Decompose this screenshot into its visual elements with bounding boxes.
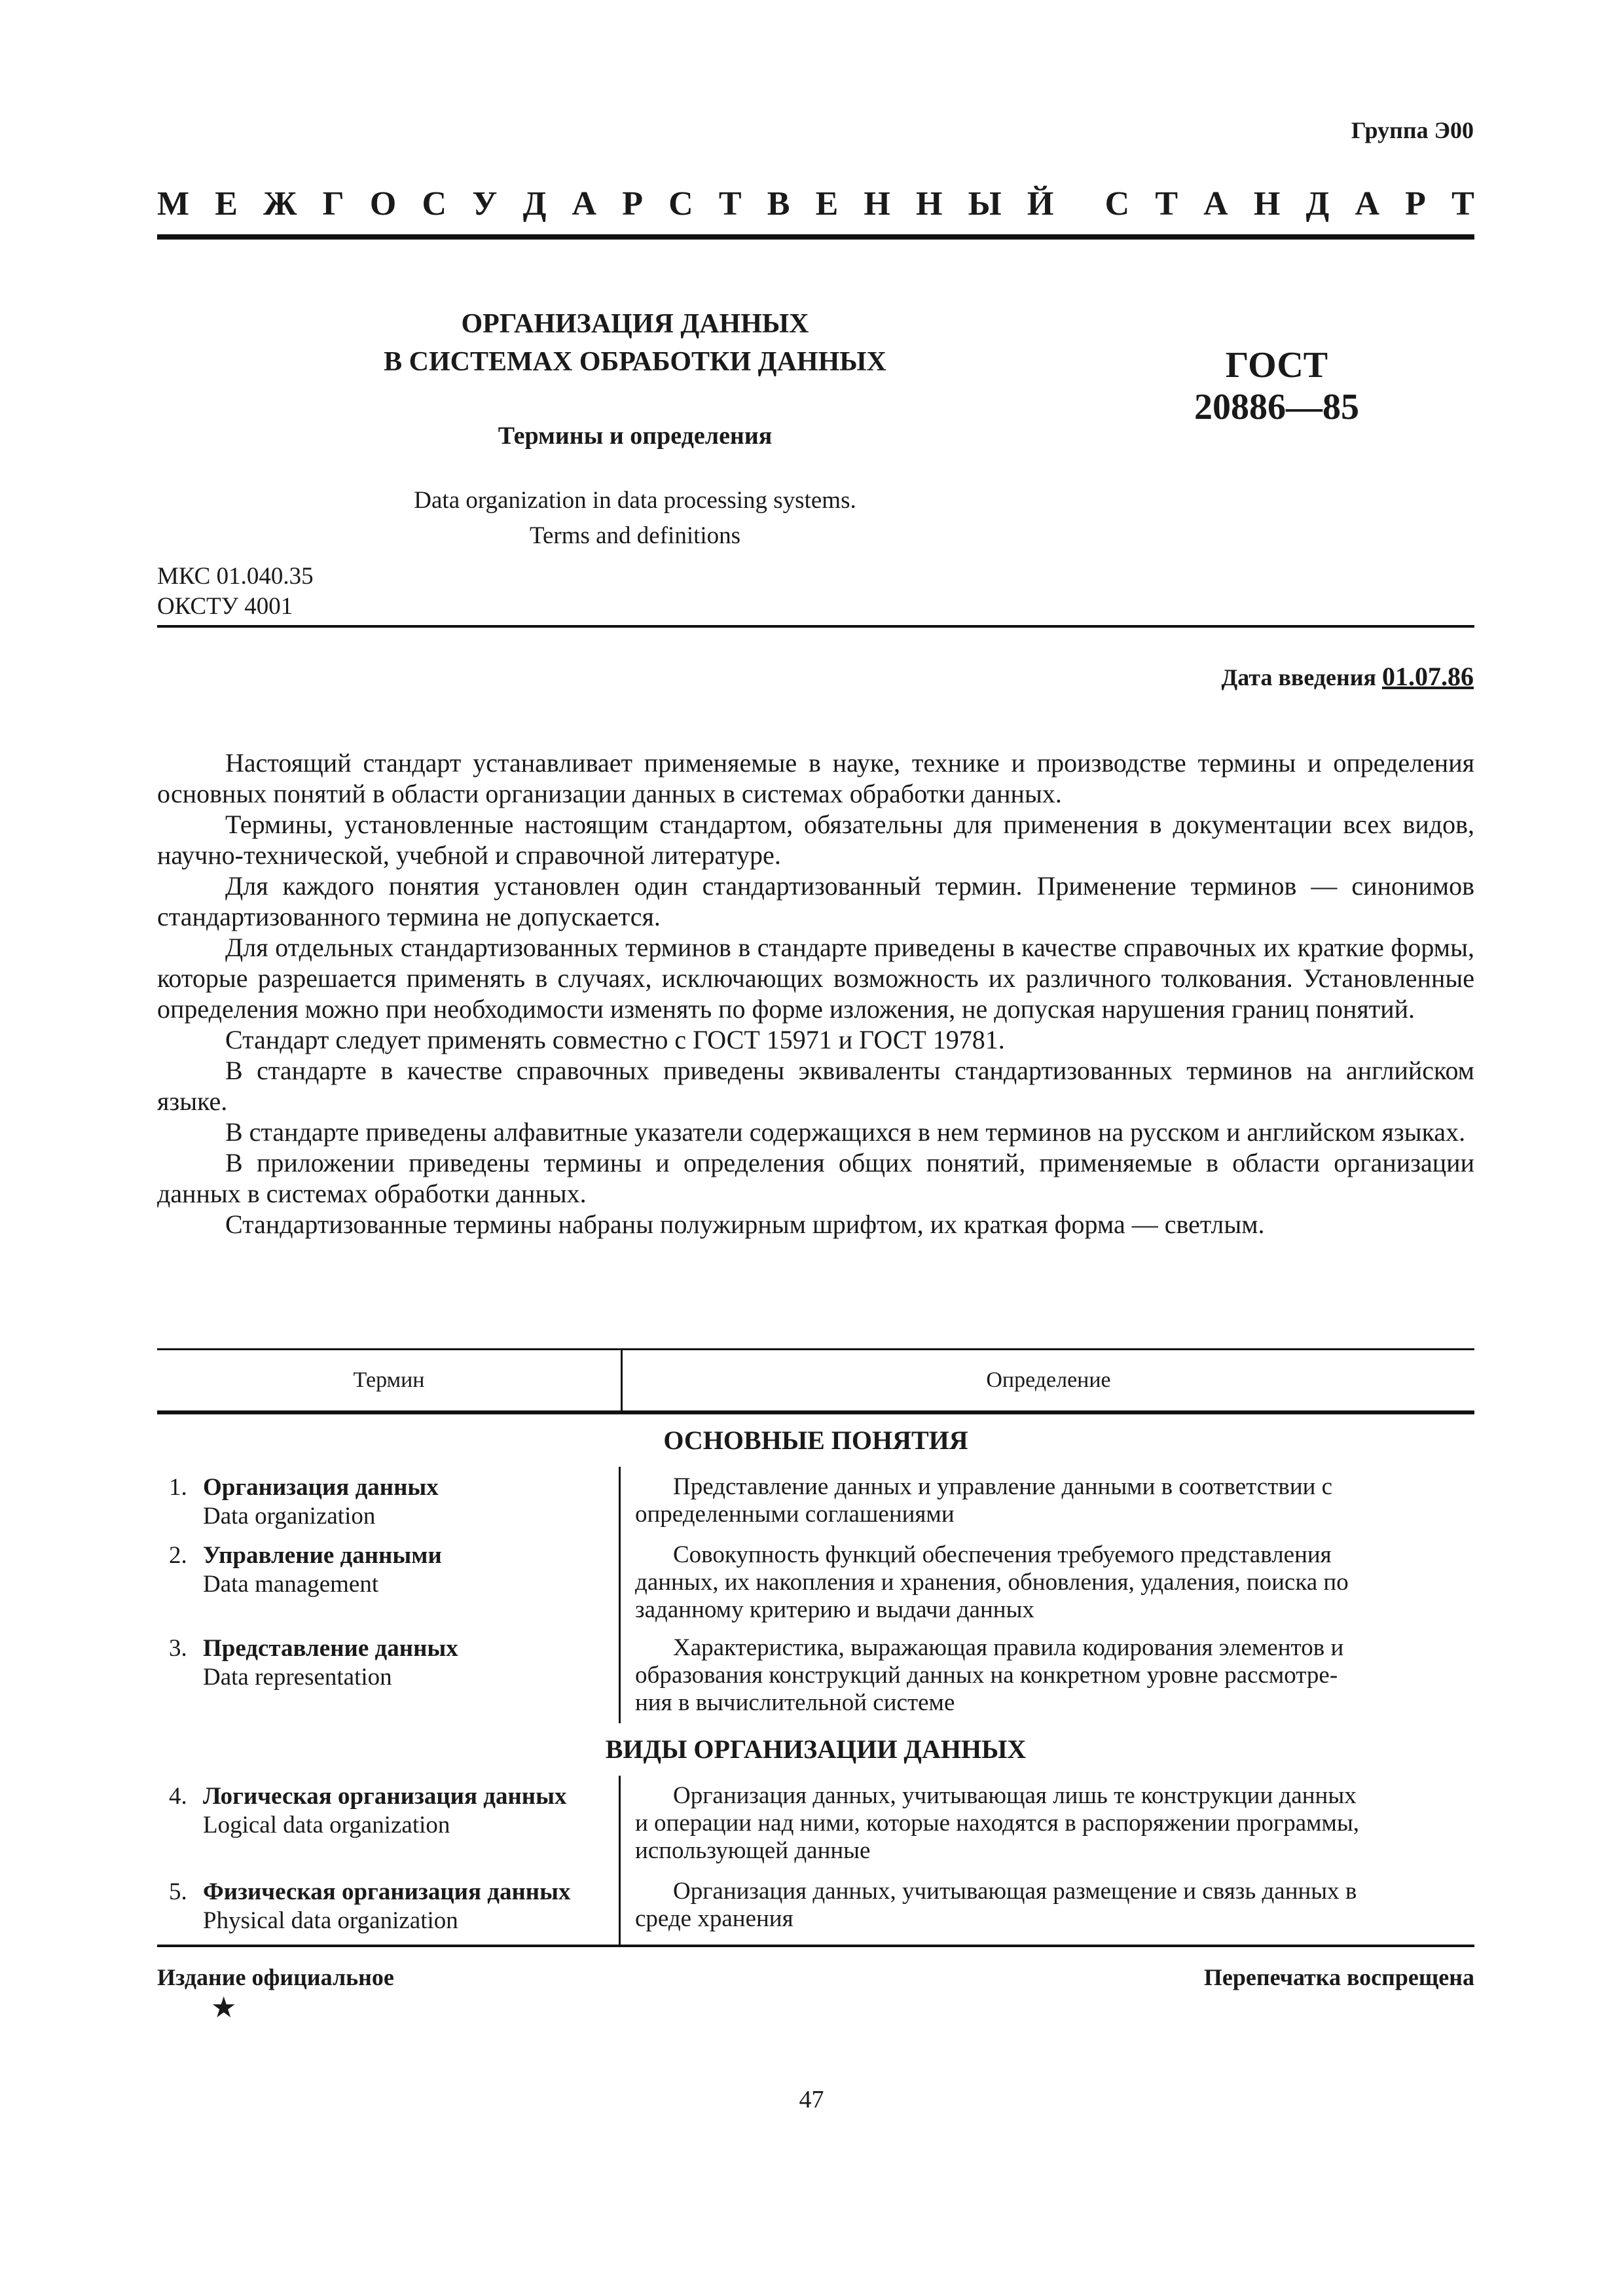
- paragraph: Настоящий стандарт устанавливает применяемые в науке, технике и производстве термины и определения основных понятий в области организации данных в системах обработки данных.: [157, 748, 1474, 808]
- term-ru: Физическая организация данных: [203, 1878, 571, 1905]
- term-cell: [157, 1628, 621, 1723]
- term-ru: Организация данных: [203, 1474, 439, 1501]
- subtitle: Термины и определения: [498, 422, 773, 450]
- paragraph: Стандарт следует применять совместно с ГОСТ 15971 и ГОСТ 19781.: [225, 1025, 1005, 1054]
- codes-rule: [157, 625, 1474, 628]
- mks-code: МКС 01.040.35: [157, 563, 314, 590]
- english-title: [340, 483, 930, 554]
- official-edition-label: Издание официальное: [157, 1964, 394, 1990]
- banner-letter: Н: [916, 185, 943, 223]
- title-line-2: В СИСТЕМАХ ОБРАБОТКИ ДАННЫХ: [384, 347, 886, 377]
- paragraph: Для каждого понятия установлен один стандартизованный термин. Применение терминов — синонимов стандартизованного термина не допускается.: [157, 871, 1474, 931]
- section-heading: ОСНОВНЫЕ ПОНЯТИЯ: [663, 1426, 968, 1455]
- table-row: [157, 1535, 1474, 1628]
- banner-letter: Ы: [968, 185, 1002, 223]
- banner-letter: Е: [815, 185, 839, 223]
- term-en: Physical data organization: [203, 1907, 458, 1934]
- column-header-term: Термин: [157, 1350, 623, 1410]
- section-heading: ВИДЫ ОРГАНИЗАЦИИ ДАННЫХ: [605, 1734, 1027, 1764]
- banner-letter: С: [1104, 185, 1130, 223]
- banner-letter: Й: [1027, 185, 1054, 223]
- banner-letter: Д: [1305, 185, 1330, 223]
- banner-letter: Р: [1405, 185, 1426, 223]
- definition-line: Характеристика, выражающая правила кодирования элементов и: [673, 1634, 1344, 1661]
- paragraph: Термины, установленные настоящим стандартом, обязательны для применения в документации всех видов, научно-технической, учебной и справочной литературе.: [157, 810, 1474, 870]
- paragraph: Стандартизованные термины набраны полужирным шрифтом, их краткая форма — светлым.: [225, 1210, 1265, 1239]
- banner-letter: Н: [1253, 185, 1281, 223]
- term-en: Data representation: [203, 1664, 392, 1691]
- term-en: Data management: [203, 1571, 379, 1598]
- table-header: [157, 1348, 1474, 1410]
- definition-cell: [621, 1776, 1474, 1871]
- standard-banner: [157, 185, 1474, 223]
- intro-date-value: 01.07.86: [1382, 662, 1474, 691]
- paragraph: В стандарте в качестве справочных приведены эквиваленты стандартизованных терминов на английском языке.: [157, 1056, 1474, 1116]
- okstu-code: ОКСТУ 4001: [157, 593, 293, 620]
- definition-line: заданному критерию и выдачи данных: [635, 1596, 1034, 1623]
- definition-line: Совокупность функций обеспечения требуемого представления: [673, 1541, 1332, 1568]
- banner-letter: Г: [322, 185, 344, 223]
- banner-letter: А: [1355, 185, 1379, 223]
- definition-cell: [621, 1467, 1474, 1535]
- definition-line: данных, их накопления и хранения, обновления, удаления, поиска по: [635, 1569, 1349, 1596]
- banner-letter: Т: [718, 185, 742, 223]
- reprint-prohibited-label: Перепечатка воспрещена: [1203, 1964, 1474, 1990]
- paragraph: В приложении приведены термины и определения общих понятий, применяемые в области организации данных в системах обработки данных.: [157, 1148, 1474, 1208]
- footer: [157, 1964, 1474, 1991]
- banner-letter: М: [157, 185, 190, 223]
- star-icon: ★: [211, 1992, 237, 2024]
- term-cell: [157, 1871, 621, 1945]
- definition-cell: [621, 1535, 1474, 1628]
- banner-letter: О: [369, 185, 397, 223]
- definition-line: среде хранения: [635, 1905, 793, 1932]
- title-line-1: ОРГАНИЗАЦИЯ ДАННЫХ: [461, 309, 809, 339]
- definition-line: образования конструкций данных на конкретном уровне рассмотре-: [635, 1662, 1338, 1689]
- banner-letter: Р: [622, 185, 643, 223]
- term-en: Logical data organization: [203, 1812, 450, 1839]
- banner-letter: А: [572, 185, 597, 223]
- intro-date: [1222, 661, 1474, 692]
- banner-letter: Е: [215, 185, 238, 223]
- intro-date-label: Дата введения: [1221, 664, 1376, 691]
- banner-letter: Ж: [263, 185, 297, 223]
- term-number: 1.: [169, 1474, 187, 1501]
- gost-label: ГОСТ: [1225, 345, 1328, 386]
- banner-letter: Н: [864, 185, 890, 223]
- definition-cell: [621, 1871, 1474, 1945]
- term-cell: [157, 1467, 621, 1535]
- terms-table: [157, 1348, 1474, 1947]
- banner-letter: А: [1203, 185, 1228, 223]
- classification-codes: [157, 562, 314, 622]
- term-cell: [157, 1776, 621, 1871]
- banner-letter: Т: [1155, 185, 1178, 223]
- table-row: [157, 1776, 1474, 1871]
- table-bottom-rule: [157, 1945, 1474, 1947]
- term-number: 4.: [169, 1783, 187, 1810]
- page-number: 47: [799, 2086, 824, 2113]
- term-number: 5.: [169, 1878, 187, 1905]
- definition-line: и операции над ними, которые находятся в распоряжении программы,: [635, 1810, 1360, 1837]
- banner-letter: С: [668, 185, 693, 223]
- column-header-definition: Определение: [986, 1368, 1111, 1392]
- term-number: 2.: [169, 1542, 187, 1569]
- definition-line: ния в вычислительной системе: [635, 1689, 955, 1716]
- paragraph: В стандарте приведены алфавитные указатели содержащихся в нем терминов на русском и английском языках.: [225, 1117, 1466, 1147]
- term-ru: Логическая организация данных: [203, 1783, 567, 1810]
- banner-letter: У: [472, 185, 498, 223]
- table-row: [157, 1467, 1474, 1535]
- term-cell: [157, 1535, 621, 1628]
- term-ru: Управление данными: [203, 1542, 442, 1569]
- term-en: Data organization: [203, 1503, 376, 1530]
- banner-letter: Т: [1451, 185, 1474, 223]
- paragraph: Для отдельных стандартизованных терминов в стандарте приведены в качестве справочных их краткие формы, которые разрешается применять в случаях, исключающих возможность их различного толкования. Установленные определения можно при необходимости изменять по форме изложения, не допуская нарушения границ понятий.: [157, 933, 1474, 1024]
- banner-rule: [157, 234, 1474, 240]
- term-ru: Представление данных: [203, 1635, 458, 1662]
- definition-line: определенными соглашениями: [635, 1501, 955, 1528]
- term-number: 3.: [169, 1635, 187, 1662]
- definition-line: использующей данные: [635, 1837, 871, 1864]
- group-label: Группа Э00: [1351, 117, 1474, 143]
- definition-line: Представление данных и управление данными в соответствии с: [673, 1473, 1333, 1500]
- english-title-line-1: Data organization in data processing systems.: [414, 487, 856, 514]
- table-row: [157, 1871, 1474, 1945]
- body-text: [157, 747, 1474, 1240]
- definition-cell: [621, 1628, 1474, 1723]
- gost-designation: [1139, 344, 1414, 428]
- title-block: [340, 305, 930, 554]
- banner-letter: С: [422, 185, 447, 223]
- definition-line: Организация данных, учитывающая лишь те конструкции данных: [673, 1782, 1357, 1809]
- english-title-line-2: Terms and definitions: [529, 522, 741, 549]
- table-row: [157, 1628, 1474, 1723]
- banner-letter: Д: [522, 185, 547, 223]
- gost-number: 20886—85: [1194, 387, 1359, 427]
- banner-letter: В: [767, 185, 790, 223]
- definition-line: Организация данных, учитывающая размещение и связь данных в: [673, 1878, 1357, 1905]
